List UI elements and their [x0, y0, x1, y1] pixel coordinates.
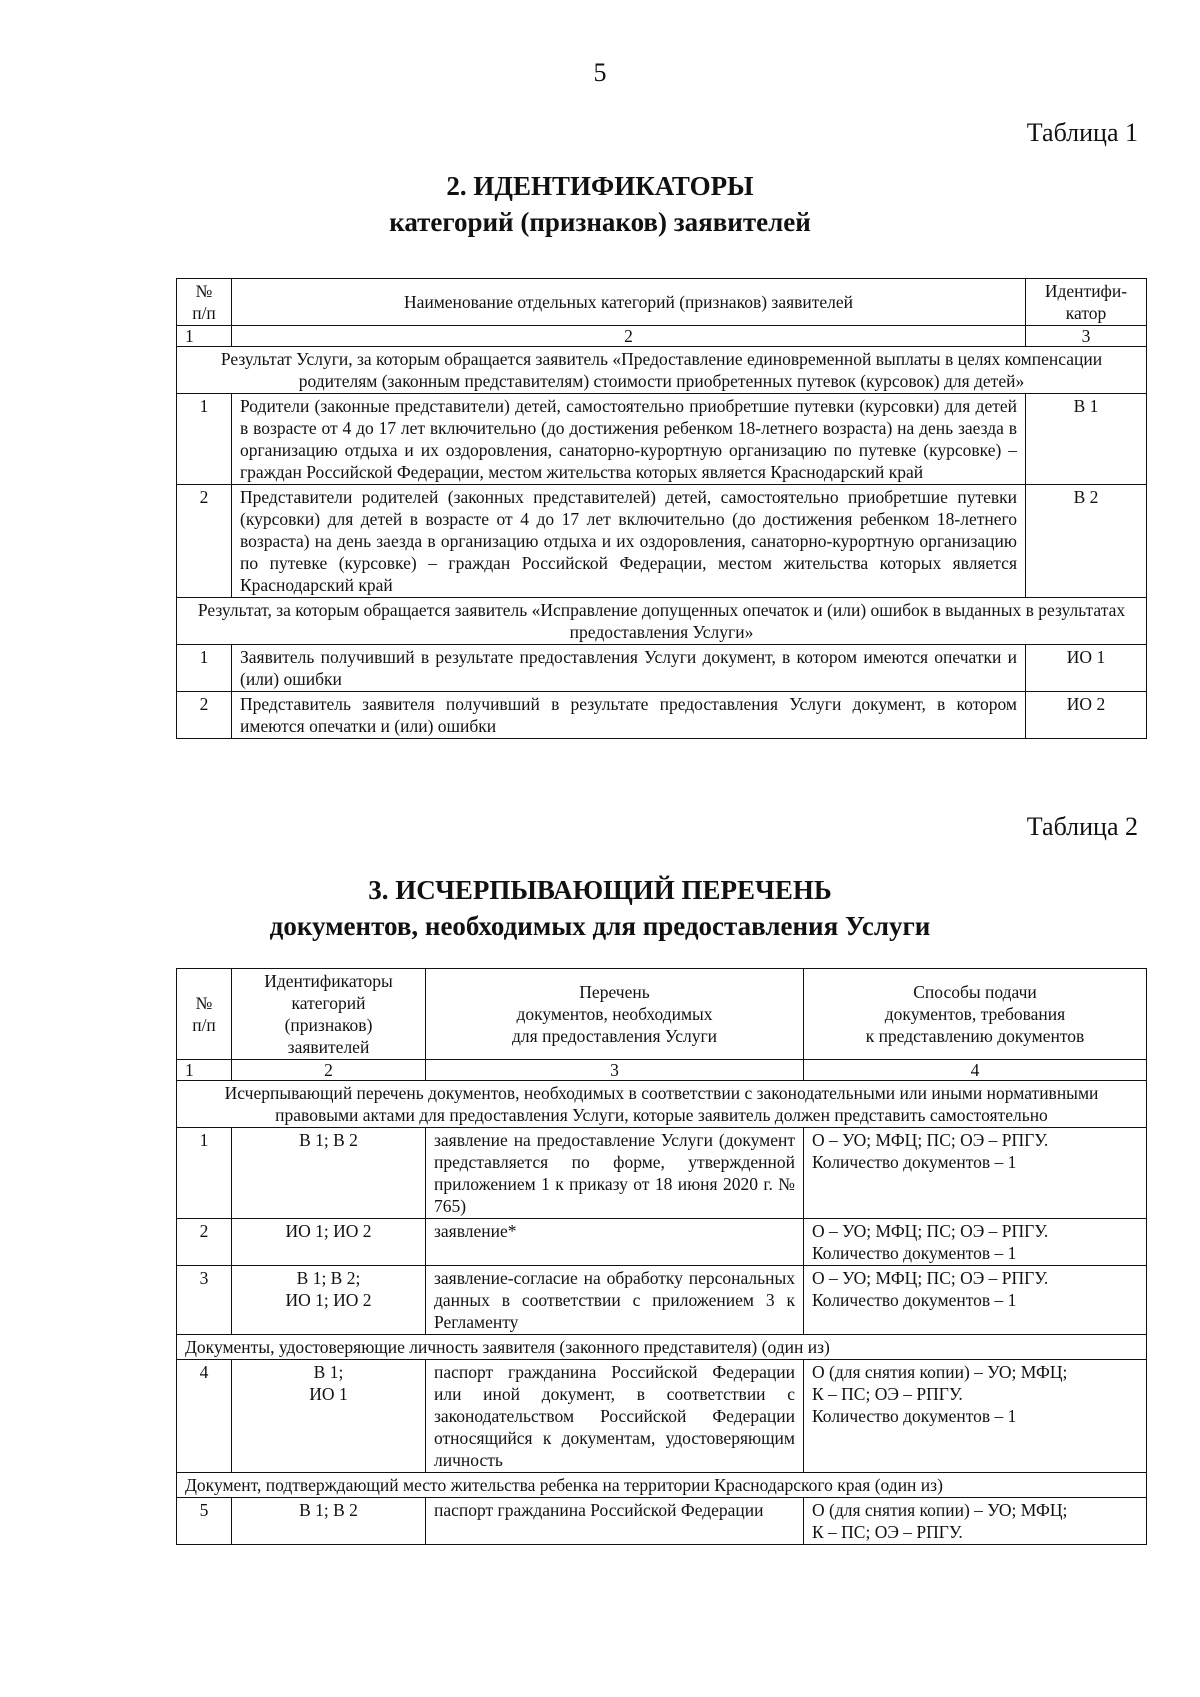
table-row: [177, 692, 1147, 739]
identifier: В 1: [1026, 394, 1147, 485]
column-number-row: [177, 326, 1147, 347]
header-category-name: Наименование отдельных категорий (признаков) заявителей: [232, 279, 1026, 326]
header-number: № п/п: [177, 279, 232, 326]
table-row: [177, 1266, 1147, 1335]
row-number: 1: [177, 645, 232, 692]
col-num-3: 3: [426, 1060, 804, 1081]
row-number: 3: [177, 1266, 232, 1335]
section-row: [177, 1473, 1147, 1498]
section-row: [177, 347, 1147, 394]
category-text: Родители (законные представители) детей, самостоятельно приобретшие путевки (курсовки) для детей в возрасте от 4 до 17 лет включительно (до достижения ребенком 18-летнего возраста) на день заезда в организацию отдыха и их оздоровления, санаторно-курортную организацию по путевке (курсовке) – граждан Российской Федерации, местом жительства которых является Краснодарский край: [232, 394, 1026, 485]
col-num-2: 2: [232, 1060, 426, 1081]
col-num-4: 4: [804, 1060, 1147, 1081]
identifier: ИО 2: [1026, 692, 1147, 739]
category-text: Представитель заявителя получивший в результате предоставления Услуги документ, в котором имеются опечатки и (или) ошибки: [232, 692, 1026, 739]
identifiers-table: [176, 278, 1147, 739]
row-method: О (для снятия копии) – УО; МФЦ; К – ПС; ОЭ – РПГУ. Количество документов – 1: [804, 1360, 1147, 1473]
table-row: [177, 1219, 1147, 1266]
row-identifiers: В 1; В 2: [232, 1498, 426, 1545]
row-document: заявление-согласие на обработку персональных данных в соответствии с приложением 3 к Регламенту: [426, 1266, 804, 1335]
row-method: О (для снятия копии) – УО; МФЦ; К – ПС; ОЭ – РПГУ.: [804, 1498, 1147, 1545]
row-document: заявление на предоставление Услуги (документ представляется по форме, утвержденной приложением 1 к приказу от 18 июня 2020 г. № 765): [426, 1128, 804, 1219]
table-row: [177, 645, 1147, 692]
category-text: Заявитель получивший в результате предоставления Услуги документ, в котором имеются опечатки и (или) ошибки: [232, 645, 1026, 692]
row-identifiers: В 1; ИО 1: [232, 1360, 426, 1473]
col-num-1: 1: [177, 326, 232, 347]
row-number: 2: [177, 1219, 232, 1266]
row-document: паспорт гражданина Российской Федерации: [426, 1498, 804, 1545]
row-method: О – УО; МФЦ; ПС; ОЭ – РПГУ. Количество документов – 1: [804, 1219, 1147, 1266]
table-header-row: [177, 969, 1147, 1060]
row-number: 1: [177, 1128, 232, 1219]
row-number: 2: [177, 485, 232, 598]
header-submission-methods: Способы подачи документов, требования к представлению документов: [804, 969, 1147, 1060]
identifier: ИО 1: [1026, 645, 1147, 692]
category-text: Представители родителей (законных представителей) детей, самостоятельно приобретшие путевки (курсовки) для детей в возрасте от 4 до 17 лет включительно (до достижения ребенком 18-летнего возраста) на день заезда в организацию отдыха и их оздоровления, санаторно-курортную организацию по путевке (курсовке) – граждан Российской Федерации, местом жительства которых является Краснодарский край: [232, 485, 1026, 598]
header-document-list: Перечень документов, необходимых для предоставления Услуги: [426, 969, 804, 1060]
table2-subtitle: документов, необходимых для предоставления Услуги: [269, 911, 931, 941]
row-number: 2: [177, 692, 232, 739]
identifier: В 2: [1026, 485, 1147, 598]
row-document: паспорт гражданина Российской Федерации или иной документ, в соответствии с законодательством Российской Федерации относящийся к документам, удостоверяющим личность: [426, 1360, 804, 1473]
col-num-3: 3: [1026, 326, 1147, 347]
table-row: [177, 485, 1147, 598]
row-method: О – УО; МФЦ; ПС; ОЭ – РПГУ. Количество документов – 1: [804, 1128, 1147, 1219]
table-row: [177, 1360, 1147, 1473]
header-number: № п/п: [177, 969, 232, 1060]
section-heading: Документы, удостоверяющие личность заявителя (законного представителя) (один из): [177, 1335, 1147, 1360]
row-identifiers: В 1; В 2: [232, 1128, 426, 1219]
section-heading: Исчерпывающий перечень документов, необходимых в соответствии с законодательными или иными нормативными правовыми актами для предоставления Услуги, которые заявитель должен представить самостоятельно: [177, 1081, 1147, 1128]
table1-subtitle: категорий (признаков) заявителей: [389, 207, 811, 237]
column-number-row: [177, 1060, 1147, 1081]
row-identifiers: В 1; В 2; ИО 1; ИО 2: [232, 1266, 426, 1335]
col-num-2: 2: [232, 326, 1026, 347]
table-row: [177, 394, 1147, 485]
row-number: 5: [177, 1498, 232, 1545]
section-row: [177, 1335, 1147, 1360]
table-header-row: [177, 279, 1147, 326]
row-number: 1: [177, 394, 232, 485]
section-row: [177, 598, 1147, 645]
section-heading: Результат, за которым обращается заявитель «Исправление допущенных опечаток и (или) ошибок в выданных в результатах предоставления Услуги»: [177, 598, 1147, 645]
header-identifier: Идентифи- катор: [1026, 279, 1147, 326]
table1-caption: Таблица 1: [1026, 118, 1138, 147]
table2-caption: Таблица 2: [1026, 812, 1138, 841]
table1-title: 2. ИДЕНТИФИКАТОРЫ: [446, 171, 754, 201]
row-number: 4: [177, 1360, 232, 1473]
table-row: [177, 1128, 1147, 1219]
table-row: [177, 1498, 1147, 1545]
header-identifiers: Идентификаторы категорий (признаков) заявителей: [232, 969, 426, 1060]
section-heading: Результат Услуги, за которым обращается заявитель «Предоставление единовременной выплаты в целях компенсации родителям (законным представителям) стоимости приобретенных путевок (курсовок) для детей»: [177, 347, 1147, 394]
documents-table: [176, 968, 1147, 1545]
section-heading: Документ, подтверждающий место жительства ребенка на территории Краснодарского края (один из): [177, 1473, 1147, 1498]
row-method: О – УО; МФЦ; ПС; ОЭ – РПГУ. Количество документов – 1: [804, 1266, 1147, 1335]
row-document: заявление*: [426, 1219, 804, 1266]
table2-title: 3. ИСЧЕРПЫВАЮЩИЙ ПЕРЕЧЕНЬ: [368, 875, 832, 905]
section-row: [177, 1081, 1147, 1128]
col-num-1: 1: [177, 1060, 232, 1081]
page-number: 5: [593, 58, 607, 87]
row-identifiers: ИО 1; ИО 2: [232, 1219, 426, 1266]
